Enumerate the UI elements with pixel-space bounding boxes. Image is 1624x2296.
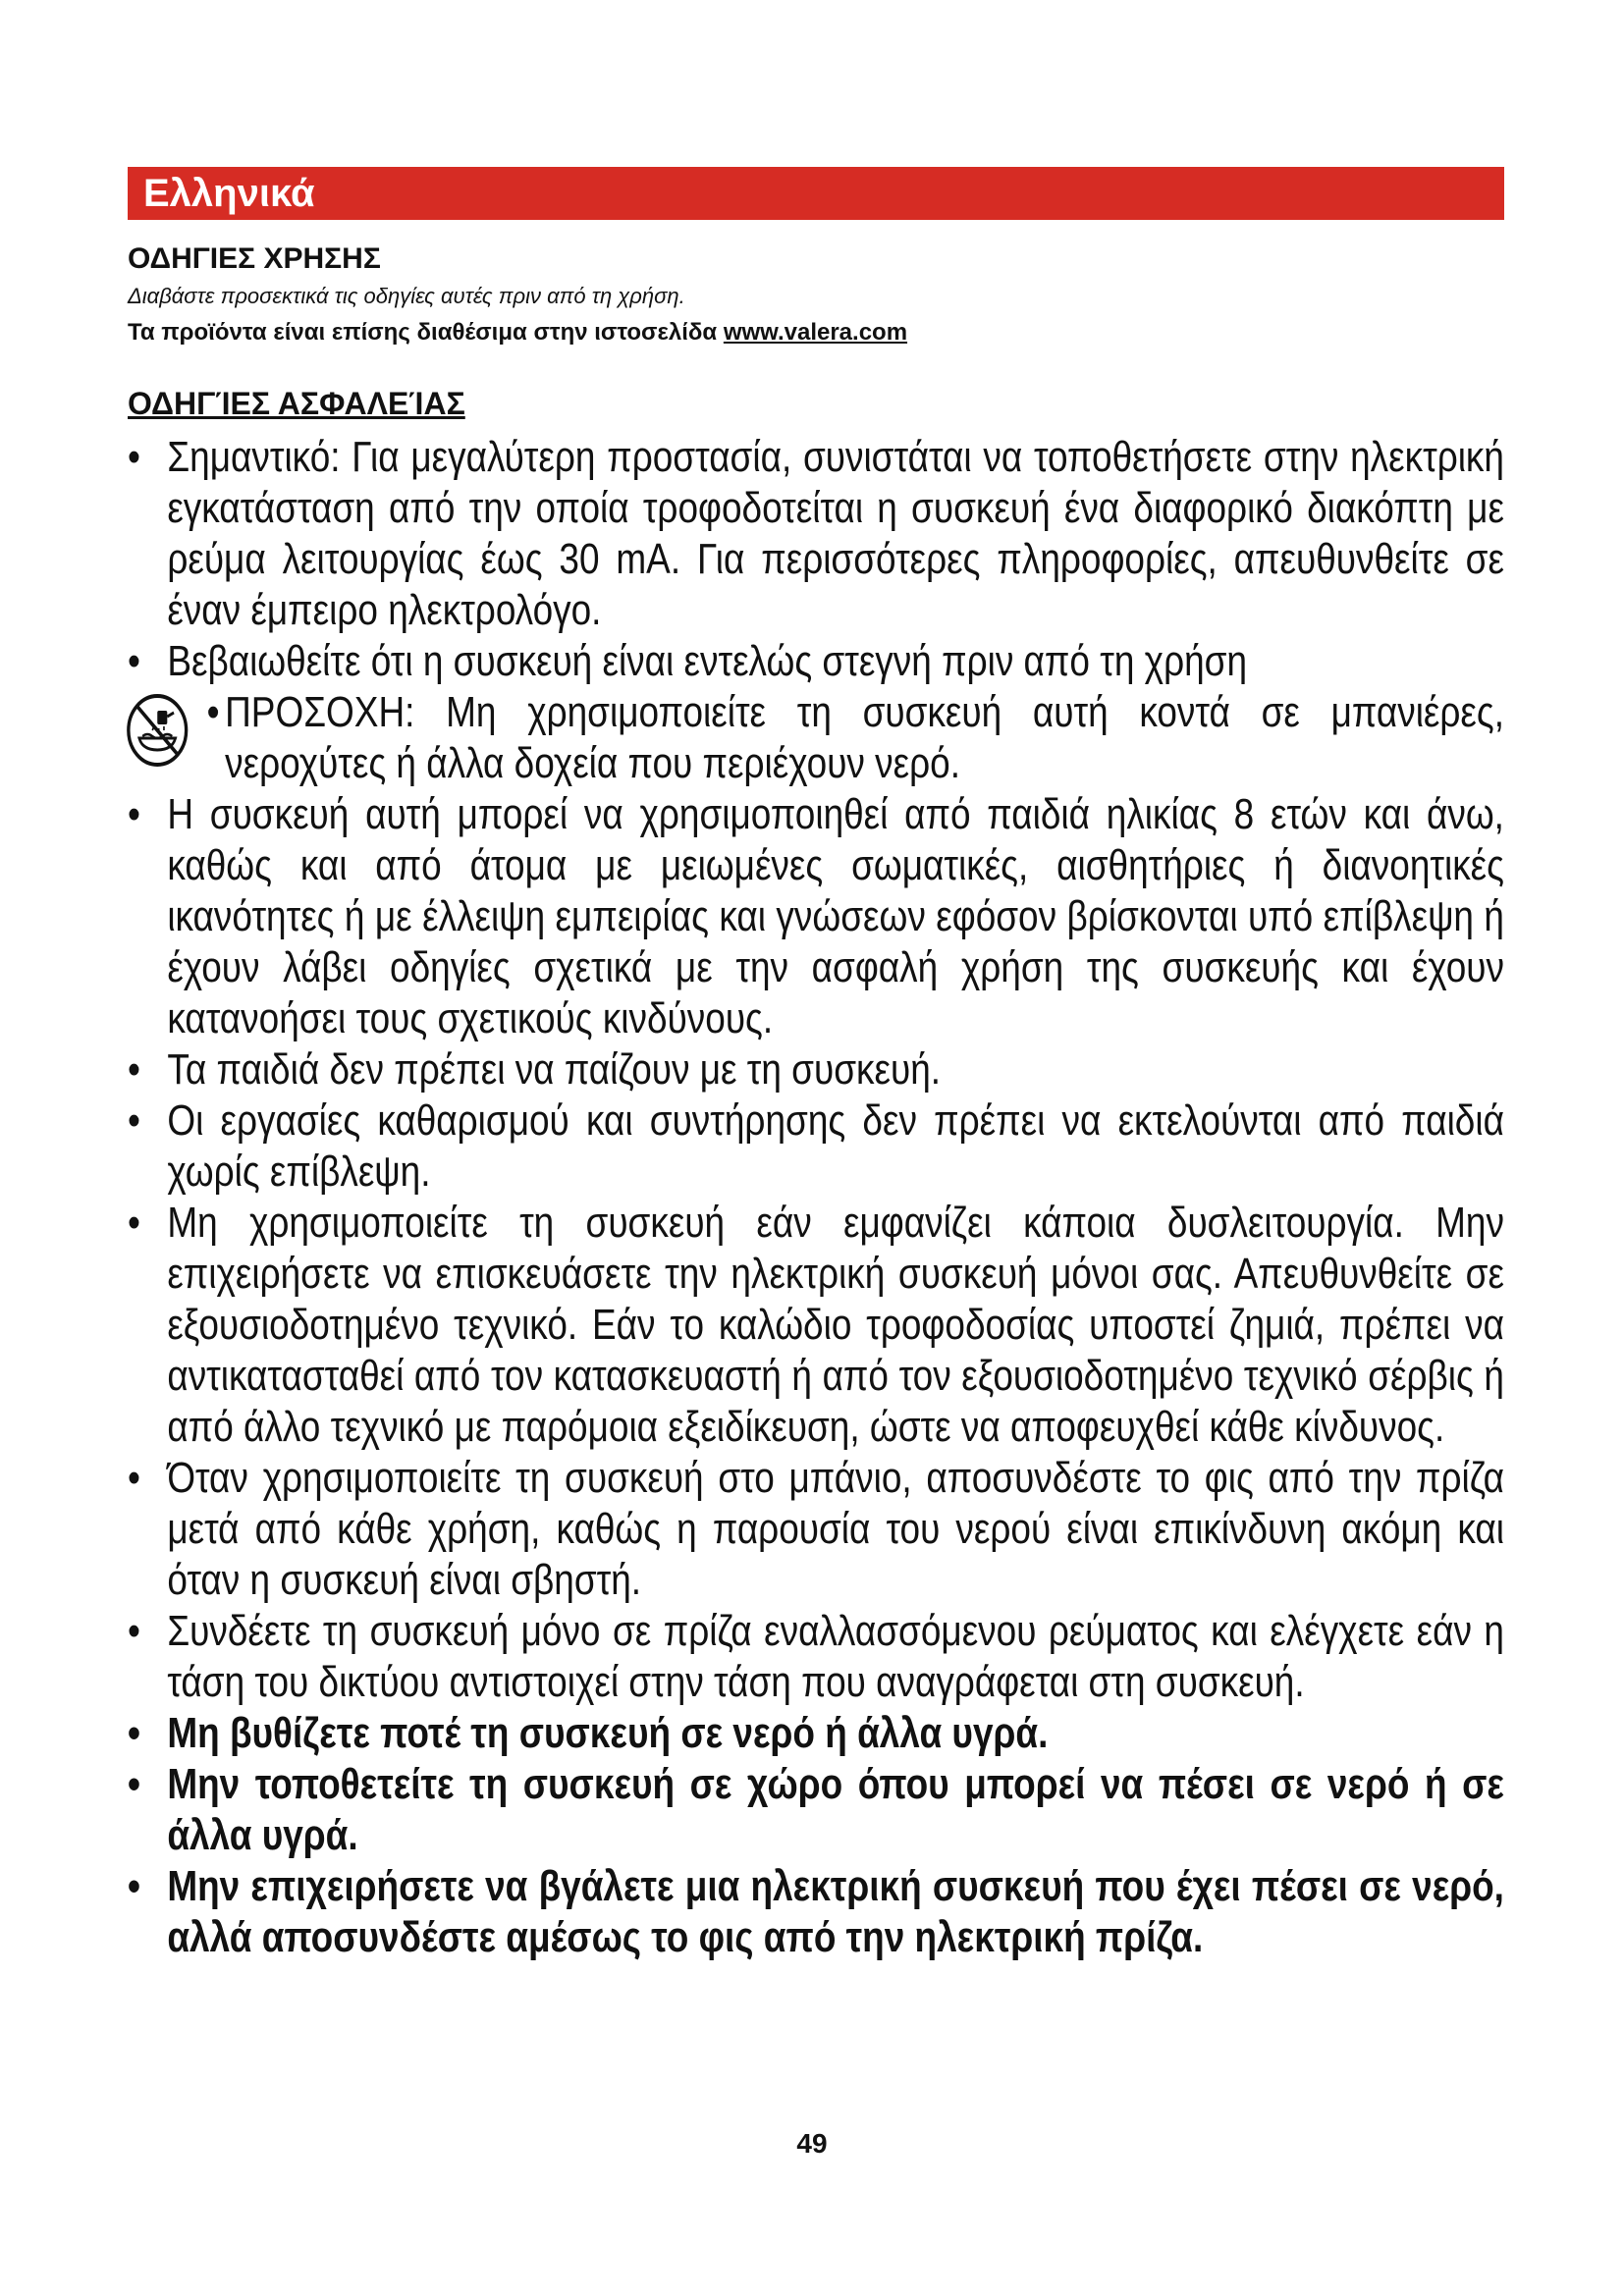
bullet: • bbox=[128, 637, 140, 685]
no-water-bathtub-icon bbox=[125, 691, 190, 770]
document-title: ΟΔΗΓΙΕΣ ΧΡΗΣΗΣ bbox=[128, 242, 381, 275]
bullet: • bbox=[128, 1096, 140, 1145]
bullet: • bbox=[128, 1045, 140, 1094]
safety-item bbox=[128, 636, 1504, 687]
safety-item-emphasis bbox=[128, 1861, 1504, 1963]
safety-item bbox=[128, 1044, 1504, 1095]
safety-item-text: Σημαντικό: Για μεγαλύτερη προστασία, συνιστάται να τοποθετήσετε στην ηλεκτρική εγκατάσταση από την οποία τροφοδοτείται η συσκευή ένα διαφορικό διακόπτη με ρεύμα λειτουργίας έως 30 mA. Για περισσότερες πληροφορίες, απευθυνθείτε σε έναν έμπειρο ηλεκτρολόγο. bbox=[167, 433, 1504, 634]
safety-item-text: Μην τοποθετείτε τη συσκευή σε χώρο όπου μπορεί να πέσει σε νερό ή σε άλλα υγρά. bbox=[167, 1760, 1504, 1859]
bullet: • bbox=[128, 1607, 140, 1655]
bullet: • bbox=[128, 1760, 140, 1808]
safety-item-warning bbox=[128, 687, 1504, 789]
safety-item-text: Μη χρησιμοποιείτε τη συσκευή εάν εμφανίζει κάποια δυσλειτουργία. Μην επιχειρήσετε να επισκευάσετε την ηλεκτρική συσκευή μόνοι σας. Απευθυνθείτε σε εξουσιοδοτημένο τεχνικό. Εάν το καλώδιο τροφοδοσίας υποστεί ζημιά, πρέπει να αντικατασταθεί από τον κατασκευαστή ή από τον εξουσιοδοτημένο τεχνικό σέρβις ή από άλλο τεχνικό με παρόμοια εξειδίκευση, ώστε να αποφευχθεί κάθε κίνδυνος. bbox=[167, 1199, 1504, 1451]
safety-item-text: Βεβαιωθείτε ότι η συσκευή είναι εντελώς στεγνή πριν από τη χρήση bbox=[167, 637, 1248, 685]
bullet: • bbox=[128, 1862, 140, 1910]
safety-item-text: Τα παιδιά δεν πρέπει να παίζουν με τη συσκευή. bbox=[167, 1045, 942, 1094]
reading-instruction: Διαβάστε προσεκτικά τις οδηγίες αυτές πριν από τη χρήση. bbox=[128, 284, 685, 308]
safety-item bbox=[128, 432, 1504, 636]
safety-item-text: Όταν χρησιμοποιείτε τη συσκευή στο μπάνιο, αποσυνδέστε το φις από την πρίζα μετά από κάθε χρήση, καθώς η παρουσία του νερού είναι επικίνδυνη ακόμη και όταν η συσκευή είναι σβηστή. bbox=[167, 1454, 1504, 1604]
bullet: • bbox=[128, 1709, 140, 1757]
bullet: • bbox=[128, 1454, 140, 1502]
bullet: • bbox=[128, 433, 140, 481]
availability-line bbox=[128, 318, 907, 347]
bullet: • bbox=[206, 688, 220, 736]
bullet: • bbox=[128, 790, 140, 838]
safety-item bbox=[128, 1095, 1504, 1198]
safety-item-text: Οι εργασίες καθαρισμού και συντήρησης δεν πρέπει να εκτελούνται από παιδιά χωρίς επίβλεψη. bbox=[167, 1096, 1504, 1196]
safety-heading: ΟΔΗΓΊΕΣ ΑΣΦΑΛΕΊΑΣ bbox=[128, 386, 465, 421]
safety-item-text: Συνδέετε τη συσκευή μόνο σε πρίζα εναλλασσόμενου ρεύματος και ελέγχετε εάν η τάση του δικτύου αντιστοιχεί στην τάση που αναγράφεται στη συσκευή. bbox=[167, 1607, 1504, 1706]
safety-item bbox=[128, 1453, 1504, 1606]
safety-item-text: ΠΡΟΣΟΧΗ: Μη χρησιμοποιείτε τη συσκευή αυτή κοντά σε μπανιέρες, νεροχύτες ή άλλα δοχεία που περιέχουν νερό. bbox=[225, 688, 1504, 787]
safety-item-text: Μη βυθίζετε ποτέ τη συσκευή σε νερό ή άλλα υγρά. bbox=[167, 1709, 1049, 1757]
language-label: Ελληνικά bbox=[143, 172, 315, 215]
safety-item bbox=[128, 1606, 1504, 1708]
page-number: 49 bbox=[796, 2128, 828, 2159]
safety-item-emphasis bbox=[128, 1759, 1504, 1861]
website-link[interactable]: www.valera.com bbox=[723, 319, 908, 346]
safety-list bbox=[128, 432, 1504, 1963]
safety-item bbox=[128, 789, 1504, 1044]
safety-item bbox=[128, 1198, 1504, 1453]
availability-text: Τα προϊόντα είναι επίσης διαθέσιμα στην ιστοσελίδα bbox=[128, 319, 724, 346]
safety-item-text: Μην επιχειρήσετε να βγάλετε μια ηλεκτρική συσκευή που έχει πέσει σε νερό, αλλά αποσυνδέστε αμέσως το φις από την ηλεκτρική πρίζα. bbox=[167, 1862, 1504, 1961]
bullet: • bbox=[128, 1199, 140, 1247]
safety-item-text: Η συσκευή αυτή μπορεί να χρησιμοποιηθεί από παιδιά ηλικίας 8 ετών και άνω, καθώς και από άτομα με μειωμένες σωματικές, αισθητήριες ή διανοητικές ικανότητες ή με έλλειψη εμπειρίας και γνώσεων εφόσον βρίσκονται υπό επίβλεψη ή έχουν λάβει οδηγίες σχετικά με την ασφαλή χρήση της συσκευής και έχουν κατανοήσει τους σχετικούς κινδύνους. bbox=[167, 790, 1504, 1042]
language-banner bbox=[128, 167, 1504, 220]
safety-item-emphasis bbox=[128, 1708, 1504, 1759]
